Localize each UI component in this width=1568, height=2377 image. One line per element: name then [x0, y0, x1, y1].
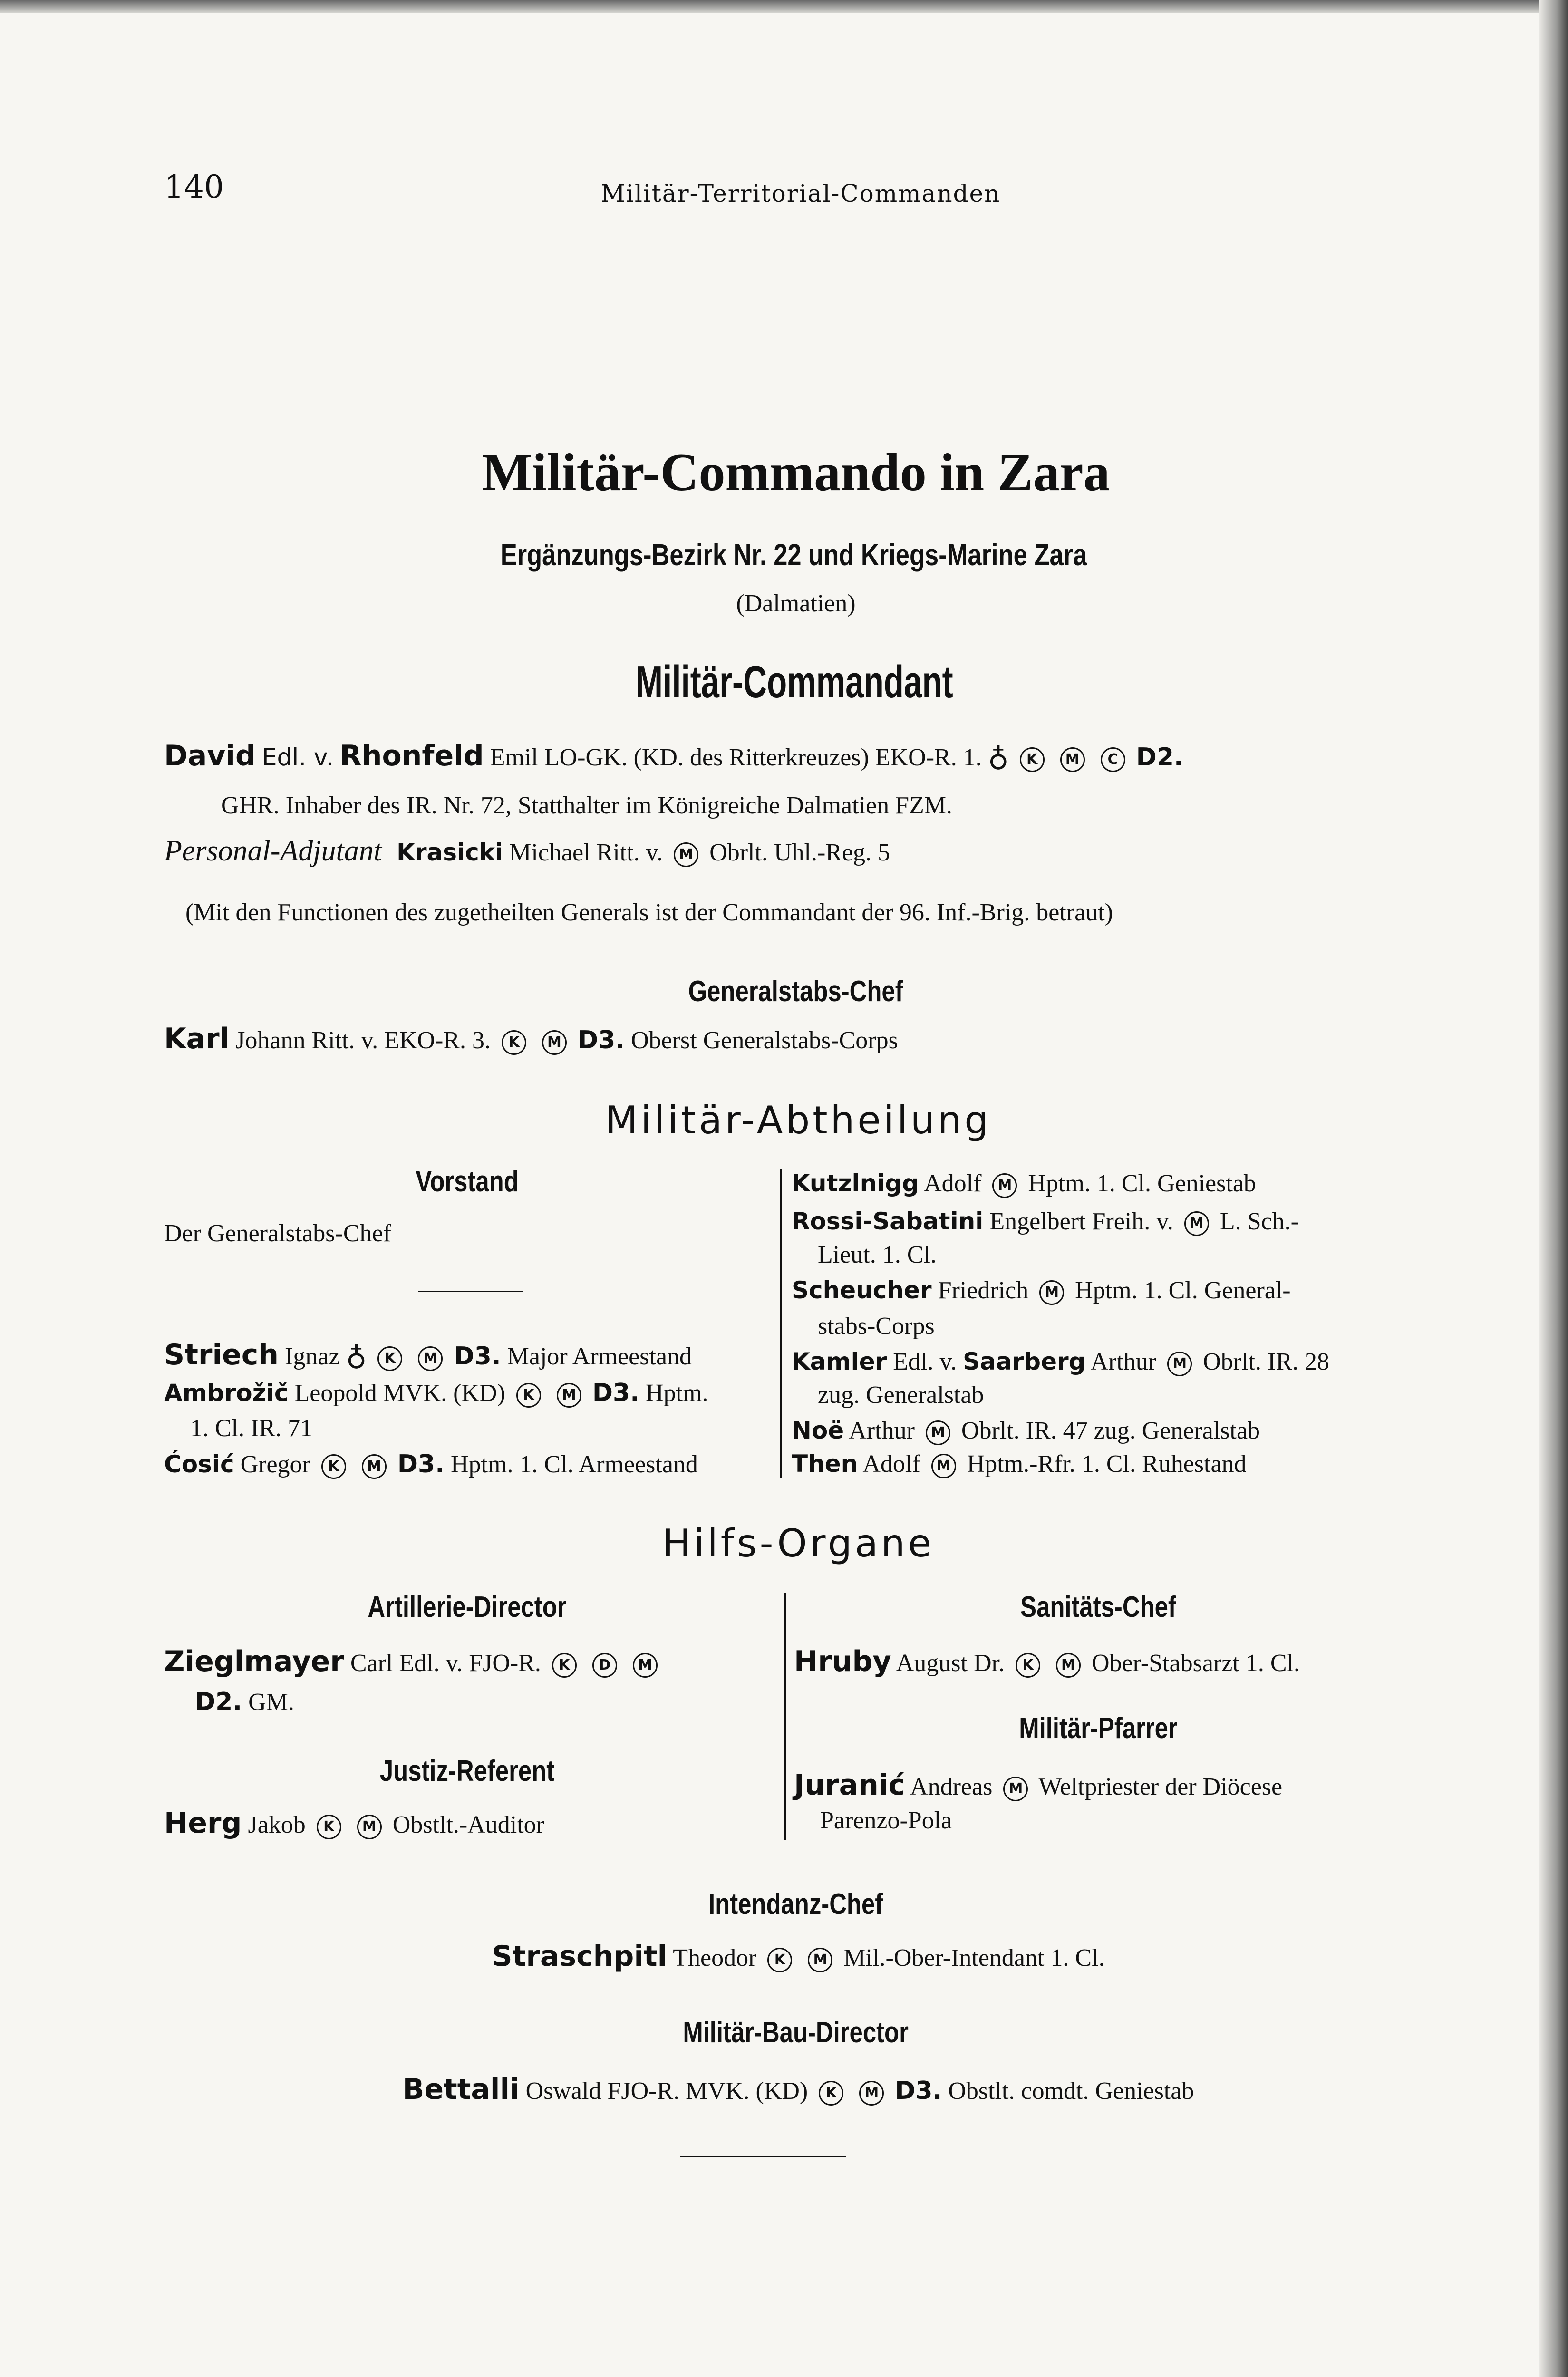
- bau-entry: [0, 2073, 1568, 2106]
- c-symbol-icon: C: [1101, 747, 1125, 772]
- m-symbol-icon: M: [674, 842, 698, 867]
- kamler-name: Kamler: [792, 1348, 887, 1375]
- then-details-a: Adolf: [862, 1450, 920, 1478]
- striech-details-b: Major Armeestand: [507, 1343, 692, 1370]
- then-entry: [792, 1450, 1247, 1478]
- m-symbol-icon: M: [926, 1420, 950, 1445]
- adjutant-name: Krasicki: [397, 839, 503, 866]
- kamler-details-b: Obrlt. IR. 28: [1203, 1348, 1329, 1375]
- kutzlnigg-details-a: Adolf: [924, 1170, 982, 1197]
- k-symbol-icon: K: [767, 1948, 792, 1972]
- adjutant-details-b: Obrlt. Uhl.-Reg. 5: [709, 839, 890, 866]
- m-symbol-icon: M: [542, 1030, 567, 1055]
- vorstand-heading: Vorstand: [416, 1165, 519, 1198]
- m-symbol-icon: M: [808, 1948, 832, 1972]
- gs-chief-details-b: Oberst Generalstabs-Corps: [631, 1027, 898, 1054]
- k-symbol-icon: K: [377, 1346, 402, 1371]
- ambrozic-rank: D3.: [592, 1379, 639, 1407]
- m-symbol-icon: M: [1167, 1352, 1192, 1376]
- juranic-details-a: Andreas: [910, 1773, 993, 1800]
- page-number: 140: [164, 169, 224, 205]
- hruby-entry: [794, 1645, 1300, 1678]
- cosic-name: Ćosić: [164, 1450, 234, 1478]
- ambrozic-details-a: Leopold MVK. (KD): [294, 1380, 505, 1407]
- juranic-name: Juranić: [794, 1768, 905, 1802]
- k-symbol-icon: K: [1020, 747, 1045, 772]
- herg-details-b: Obstlt.-Auditor: [392, 1811, 544, 1838]
- k-symbol-icon: K: [819, 2081, 843, 2106]
- hilfs-heading: Hilfs-Organe: [662, 1521, 934, 1565]
- adjutant-label: Personal-Adjutant: [164, 835, 382, 867]
- m-symbol-icon: M: [1003, 1777, 1028, 1801]
- juranic-entry: [794, 1768, 1282, 1802]
- cosic-details-b: Hptm. 1. Cl. Armeestand: [450, 1451, 698, 1478]
- intendanz-entry: [0, 1940, 1568, 1973]
- bau-details-a: Oswald FJO-R. MVK. (KD): [525, 2077, 808, 2105]
- ambrozic-entry-cont: 1. Cl. IR. 71: [190, 1415, 313, 1442]
- m-symbol-icon: M: [1184, 1211, 1209, 1236]
- bau-name: Bettalli: [402, 2073, 520, 2106]
- commandant-heading: Militär-Commandant: [635, 657, 953, 707]
- kamler-entry-cont: zug. Generalstab: [818, 1382, 984, 1409]
- commandant-surname: Rhonfeld: [339, 739, 484, 773]
- kamler-entry: [792, 1348, 1329, 1376]
- scheucher-details-a: Friedrich: [938, 1277, 1029, 1304]
- commandant-name: David: [164, 739, 256, 773]
- commandant-entry-line2: GHR. Inhaber des IR. Nr. 72, Statthalter im Königreiche Dalmatien FZM.: [221, 792, 953, 819]
- hilfs-column-divider: [784, 1593, 786, 1840]
- gs-chief-name: Karl: [164, 1022, 230, 1055]
- hruby-name: Hruby: [794, 1645, 891, 1678]
- kutzlnigg-name: Kutzlnigg: [792, 1169, 919, 1197]
- scheucher-entry-cont: stabs-Corps: [818, 1313, 935, 1340]
- noe-entry: [792, 1417, 1260, 1445]
- noe-details-a: Arthur: [849, 1417, 915, 1444]
- striech-name: Striech: [164, 1338, 279, 1372]
- kamler-edl: Edl. v.: [893, 1348, 957, 1375]
- k-symbol-icon: K: [1016, 1653, 1040, 1678]
- mil-abt-heading: Militär-Abtheilung: [605, 1098, 992, 1142]
- then-details-b: Hptm.-Rfr. 1. Cl. Ruhestand: [967, 1450, 1247, 1478]
- kamler-surname: Saarberg: [963, 1348, 1086, 1375]
- ambrozic-details-b: Hptm.: [645, 1380, 708, 1407]
- gs-chief-details-a: Johann Ritt. v. EKO-R. 3.: [235, 1027, 491, 1054]
- m-symbol-icon: M: [357, 1815, 382, 1839]
- rossi-entry: [792, 1208, 1299, 1236]
- zieglmayer-rank: D2.: [195, 1688, 242, 1716]
- herg-details-a: Jakob: [248, 1811, 306, 1838]
- cosic-rank: D3.: [397, 1450, 445, 1478]
- juranic-entry-cont: Parenzo-Pola: [820, 1807, 952, 1834]
- kamler-details-a: Arthur: [1090, 1348, 1157, 1375]
- rossi-details-a: Engelbert Freih. v.: [989, 1208, 1173, 1235]
- ambrozic-name: Ambrožič: [164, 1379, 289, 1407]
- scan-edge-top: [0, 0, 1568, 13]
- zieglmayer-details-b: GM.: [248, 1689, 294, 1716]
- pfarrer-heading: Militär-Pfarrer: [1019, 1712, 1178, 1745]
- mil-abt-column-divider: [780, 1169, 782, 1478]
- cosic-entry: [164, 1450, 698, 1479]
- scan-edge-right: [1539, 0, 1568, 2377]
- bau-rank: D3.: [895, 2077, 942, 2105]
- order-star-icon: ♁: [987, 743, 1009, 777]
- rossi-entry-cont: Lieut. 1. Cl.: [818, 1241, 937, 1268]
- m-symbol-icon: M: [859, 2081, 884, 2106]
- zieglmayer-details-a: Carl Edl. v. FJO-R.: [350, 1650, 541, 1677]
- noe-details-b: Obrlt. IR. 47 zug. Generalstab: [961, 1417, 1260, 1444]
- striech-rank: D3.: [454, 1342, 501, 1371]
- k-symbol-icon: K: [321, 1454, 346, 1479]
- scheucher-name: Scheucher: [792, 1276, 932, 1304]
- ambrozic-entry: [164, 1379, 708, 1408]
- m-symbol-icon: M: [362, 1454, 387, 1479]
- d-symbol-icon: D: [592, 1653, 617, 1678]
- justiz-heading: Justiz-Referent: [379, 1755, 555, 1788]
- sanitaets-heading: Sanitäts-Chef: [1020, 1591, 1176, 1623]
- m-symbol-icon: M: [1060, 747, 1085, 772]
- m-symbol-icon: M: [557, 1383, 581, 1408]
- region-label: (Dalmatien): [736, 590, 856, 617]
- k-symbol-icon: K: [502, 1030, 526, 1055]
- zieglmayer-name: Zieglmayer: [164, 1645, 344, 1678]
- m-symbol-icon: M: [992, 1173, 1017, 1198]
- gs-chief-heading: Generalstabs-Chef: [688, 975, 903, 1008]
- commandant-edl: Edl. v.: [261, 744, 334, 771]
- commandant-entry-line1: [164, 739, 1183, 776]
- commandant-details: Emil LO-GK. (KD. des Ritterkreuzes) EKO-R. 1.: [490, 744, 982, 771]
- bau-details-b: Obstlt. comdt. Geniestab: [948, 2077, 1194, 2105]
- k-symbol-icon: K: [516, 1383, 541, 1408]
- adjutant-entry: [164, 834, 890, 868]
- page-title: Militär-Commando in Zara: [482, 443, 1110, 502]
- short-rule: [418, 1291, 523, 1292]
- adjutant-details-a: Michael Ritt. v.: [509, 839, 663, 866]
- intendanz-name: Straschpitl: [492, 1940, 668, 1973]
- subtitle: Ergänzungs-Bezirk Nr. 22 und Kriegs-Marine Zara: [500, 538, 1087, 572]
- k-symbol-icon: K: [317, 1815, 341, 1839]
- hruby-details-a: August Dr.: [896, 1650, 1005, 1677]
- hruby-details-b: Ober-Stabsarzt 1. Cl.: [1091, 1650, 1300, 1677]
- m-symbol-icon: M: [931, 1454, 956, 1478]
- rossi-name: Rossi-Sabatini: [792, 1208, 984, 1235]
- striech-entry: [164, 1338, 692, 1375]
- commandant-note: (Mit den Functionen des zugetheilten Generals ist der Commandant der 96. Inf.-Brig. betraut): [185, 899, 1113, 926]
- scheucher-entry: [792, 1276, 1291, 1305]
- running-title: Militär-Territorial-Commanden: [600, 180, 1001, 207]
- k-symbol-icon: K: [552, 1653, 577, 1678]
- artillerie-heading: Artillerie-Director: [368, 1591, 567, 1623]
- m-symbol-icon: M: [1039, 1280, 1064, 1305]
- intendanz-details-a: Theodor: [673, 1944, 757, 1971]
- m-symbol-icon: M: [633, 1653, 658, 1678]
- rossi-details-b: L. Sch.-: [1220, 1208, 1299, 1235]
- order-star-icon: ♁: [346, 1342, 367, 1376]
- intendanz-heading: Intendanz-Chef: [708, 1888, 883, 1921]
- striech-details-a: Ignaz: [285, 1343, 340, 1370]
- cosic-details-a: Gregor: [240, 1451, 310, 1478]
- scheucher-details-b: Hptm. 1. Cl. General-: [1075, 1277, 1291, 1304]
- bau-heading: Militär-Bau-Director: [683, 2016, 909, 2049]
- kutzlnigg-entry: [792, 1169, 1256, 1198]
- herg-entry: [164, 1807, 544, 1840]
- then-name: Then: [792, 1450, 858, 1478]
- commandant-rank: D2.: [1136, 743, 1183, 772]
- kutzlnigg-details-b: Hptm. 1. Cl. Geniestab: [1028, 1170, 1256, 1197]
- zieglmayer-entry-cont: [195, 1688, 294, 1716]
- gs-chief-entry: [164, 1022, 898, 1055]
- intendanz-details-b: Mil.-Ober-Intendant 1. Cl.: [843, 1944, 1105, 1971]
- gs-chief-rank: D3.: [577, 1026, 625, 1054]
- noe-name: Noë: [792, 1417, 844, 1444]
- herg-name: Herg: [164, 1807, 242, 1840]
- zieglmayer-entry: [164, 1645, 662, 1678]
- m-symbol-icon: M: [418, 1346, 443, 1371]
- juranic-details-b: Weltpriester der Diöcese: [1038, 1773, 1283, 1800]
- m-symbol-icon: M: [1056, 1653, 1081, 1678]
- closing-rule: [680, 2156, 846, 2157]
- vorstand-text: Der Generalstabs-Chef: [164, 1220, 391, 1247]
